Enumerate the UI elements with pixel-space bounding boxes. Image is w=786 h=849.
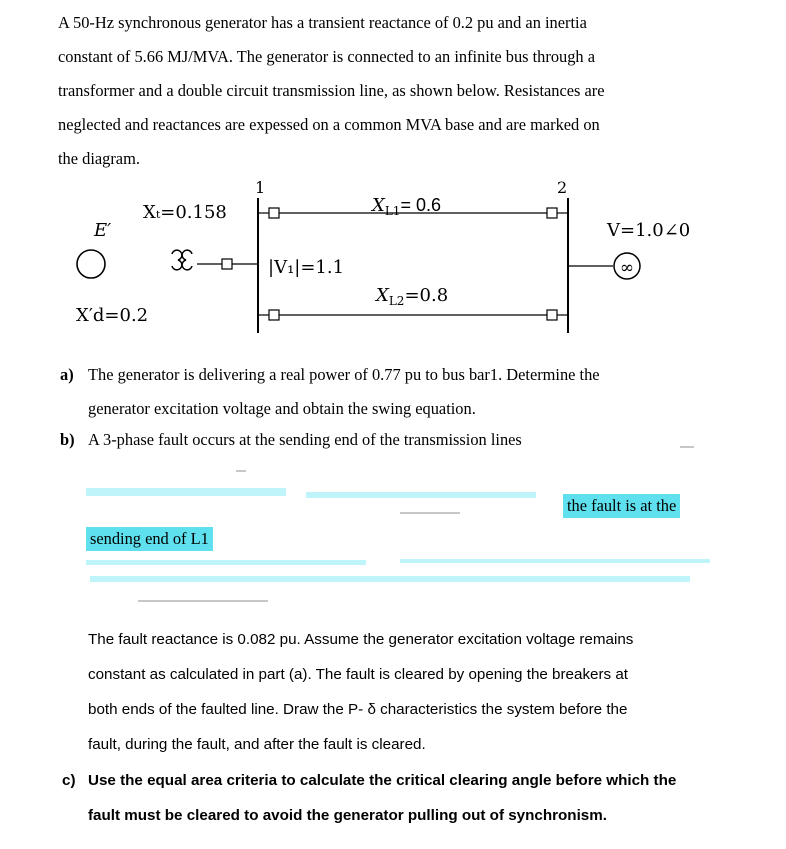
part-a-line: The generator is delivering a real power of 0.77 pu to bus bar1. Determine the	[88, 365, 600, 384]
part-b-para-line: constant as calculated in part (a). The fault is cleared by opening the breakers at	[88, 666, 629, 683]
breaker	[269, 310, 279, 320]
bus-1-label: 1	[255, 178, 266, 197]
circuit-diagram	[0, 170, 786, 350]
intro-line: neglected and reactances are expessed on a common MVA base and are marked on	[58, 115, 600, 134]
xd-label: X′d=0.2	[76, 305, 149, 326]
v1-label: |V₁|=1.1	[268, 257, 345, 278]
part-b-para-line: both ends of the faulted line. Draw the P- δ characteristics the system before the	[88, 701, 628, 718]
problem-intro	[58, 6, 758, 176]
redaction-bar	[86, 560, 366, 565]
part-b-line: A 3-phase fault occurs at the sending end of the transmission lines	[88, 430, 522, 449]
redaction-mark	[236, 470, 246, 472]
part-b-para-line: fault, during the fault, and after the fault is cleared.	[88, 736, 426, 753]
fault-note-highlight: sending end of L1	[86, 527, 213, 551]
redaction-bar	[306, 492, 536, 498]
part-c-label: c)	[62, 772, 76, 789]
breaker	[547, 208, 557, 218]
part-b-label: b)	[60, 430, 75, 449]
transformer-symbol	[172, 250, 192, 270]
part-b-para-line: The fault reactance is 0.082 pu. Assume the generator excitation voltage remains	[88, 631, 634, 648]
breaker	[222, 259, 232, 269]
intro-line: constant of 5.66 MJ/MVA. The generator is connected to an infinite bus through a	[58, 47, 595, 66]
redaction-bar	[90, 576, 690, 582]
infinity-icon: ∞	[619, 258, 635, 278]
generator-symbol	[77, 250, 105, 278]
breaker	[269, 208, 279, 218]
intro-line: A 50-Hz synchronous generator has a transient reactance of 0.2 pu and an inertia	[58, 13, 587, 32]
intro-line: transformer and a double circuit transmission line, as shown below. Resistances are	[58, 81, 605, 100]
intro-line: the diagram.	[58, 149, 140, 168]
fault-note-highlight: the fault is at the	[563, 494, 680, 518]
redaction-bar	[86, 488, 286, 496]
redaction-mark	[138, 600, 268, 602]
part-a-label: a)	[60, 365, 74, 384]
redaction-mark	[400, 512, 460, 514]
part-c-line: Use the equal area criteria to calculate the critical clearing angle before which the	[88, 772, 677, 789]
redaction-mark	[680, 446, 694, 448]
xl2-label: $X_{L2}=0.8$	[376, 285, 449, 308]
part-a-line: generator excitation voltage and obtain the swing equation.	[88, 399, 476, 418]
infinite-bus-voltage-label: V=1.0∠0	[607, 220, 691, 241]
bus-2-label: 2	[557, 178, 568, 197]
redaction-bar	[400, 559, 710, 563]
breaker	[547, 310, 557, 320]
xt-label: Xₜ=0.158	[143, 202, 227, 223]
emf-label: E′	[94, 220, 112, 241]
part-c-line: fault must be cleared to avoid the generator pulling out of synchronism.	[88, 807, 607, 824]
xl1-label: $X_{L1}= 0.6$	[372, 195, 441, 218]
